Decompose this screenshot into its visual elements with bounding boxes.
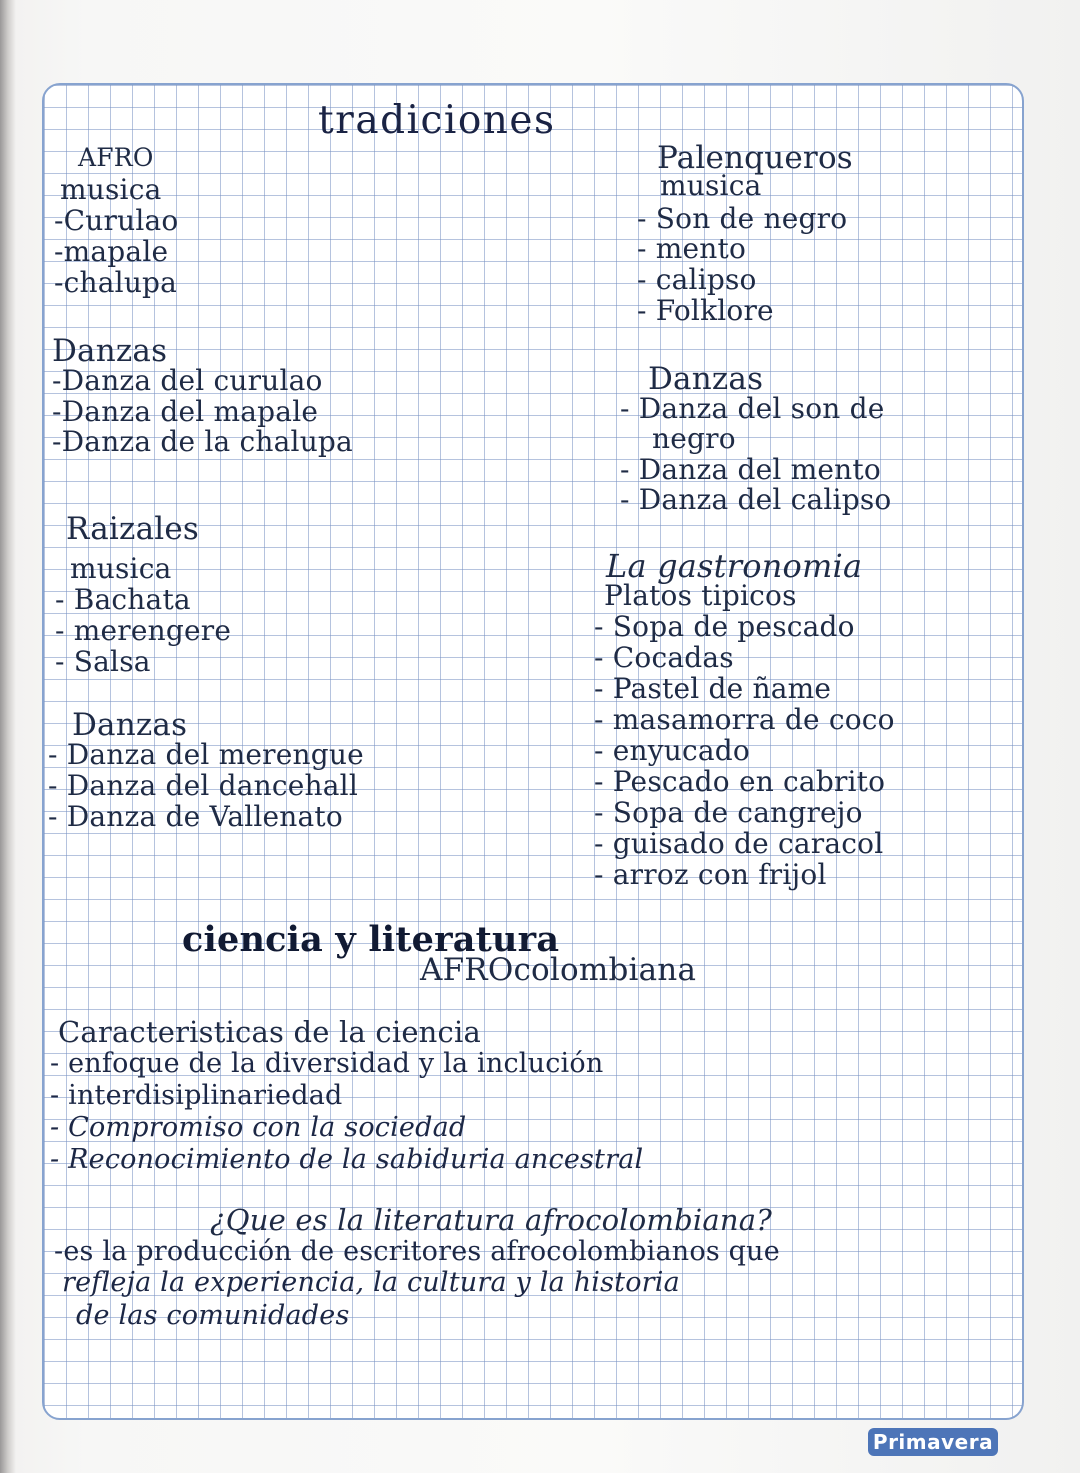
palenqueros-danza-item: negro — [652, 422, 736, 455]
palenqueros-danza-item: - Danza del son de — [620, 392, 885, 425]
raizales-musica-item: - merengere — [55, 614, 232, 647]
dish-item: - masamorra de coco — [594, 703, 895, 736]
dish-item: - arroz con frijol — [594, 858, 827, 891]
palenqueros-musica-label: musica — [660, 169, 762, 202]
literatura-answer-line: de las comunidades — [76, 1300, 350, 1331]
raizales-danzas-label: Danzas — [72, 707, 188, 743]
afro-danza-item: -Danza del mapale — [52, 395, 319, 428]
raizales-danza-item: - Danza de Vallenato — [48, 800, 343, 833]
dish-item: - enyucado — [594, 734, 750, 767]
ciencia-item: - Reconocimiento de la sabiduria ancestral — [50, 1144, 644, 1175]
palenqueros-musica-item: - Folklore — [637, 294, 774, 327]
raizales-musica-item: - Bachata — [55, 583, 191, 616]
raizales-danza-item: - Danza del dancehall — [48, 769, 358, 802]
page-title: tradiciones — [318, 98, 556, 143]
raizales-header: Raizales — [66, 511, 200, 547]
literatura-answer-line: refleja la experiencia, la cultura y la historia — [62, 1267, 680, 1298]
raizales-musica-item: - Salsa — [55, 645, 151, 678]
raizales-musica-label: musica — [70, 552, 172, 585]
dish-item: - Cocadas — [594, 641, 734, 674]
dish-item: - Sopa de pescado — [594, 610, 855, 643]
platos-tipicos-label: Platos tipicos — [604, 579, 797, 612]
palenqueros-danzas-label: Danzas — [648, 361, 764, 397]
afro-danza-item: -Danza de la chalupa — [52, 425, 353, 458]
palenqueros-danza-item: - Danza del mento — [620, 453, 881, 486]
dish-item: - Pastel de ñame — [594, 672, 832, 705]
ciencia-title-line2: AFROcolombiana — [420, 952, 697, 988]
afro-musica-item: -mapale — [54, 235, 169, 268]
literatura-question: ¿Que es la literatura afrocolombiana? — [210, 1203, 772, 1237]
raizales-danza-item: - Danza del merengue — [48, 738, 364, 771]
gastronomia-header: La gastronomia — [606, 547, 863, 585]
palenqueros-header: Palenqueros — [657, 140, 853, 176]
palenqueros-musica-item: - Son de negro — [637, 202, 848, 235]
afro-danza-item: -Danza del curulao — [52, 364, 323, 397]
dish-item: - guisado de caracol — [594, 827, 884, 860]
dish-item: - Sopa de cangrejo — [594, 796, 863, 829]
ciencia-item: - interdisiplinariedad — [50, 1080, 343, 1111]
ciencia-title-line1: ciencia y literatura — [182, 919, 560, 960]
palenqueros-musica-item: - calipso — [637, 263, 757, 296]
afro-musica-item: -Curulao — [54, 204, 179, 237]
afro-danzas-label: Danzas — [52, 333, 168, 369]
palenqueros-danza-item: - Danza del calipso — [620, 483, 892, 516]
caracteristicas-label: Caracteristicas de la ciencia — [58, 1015, 481, 1049]
brand-logo: Primavera — [868, 1428, 998, 1456]
afro-musica-label: musica — [60, 173, 162, 206]
palenqueros-musica-item: - mento — [637, 232, 747, 265]
dish-item: - Pescado en cabrito — [594, 765, 886, 798]
afro-musica-item: -chalupa — [54, 266, 178, 299]
afro-header: AFRO — [78, 143, 154, 172]
literatura-answer-line: -es la producción de escritores afrocolombianos que — [54, 1236, 780, 1267]
ciencia-item: - enfoque de la diversidad y la inclución — [50, 1048, 604, 1079]
ciencia-item: - Compromiso con la sociedad — [50, 1112, 467, 1143]
